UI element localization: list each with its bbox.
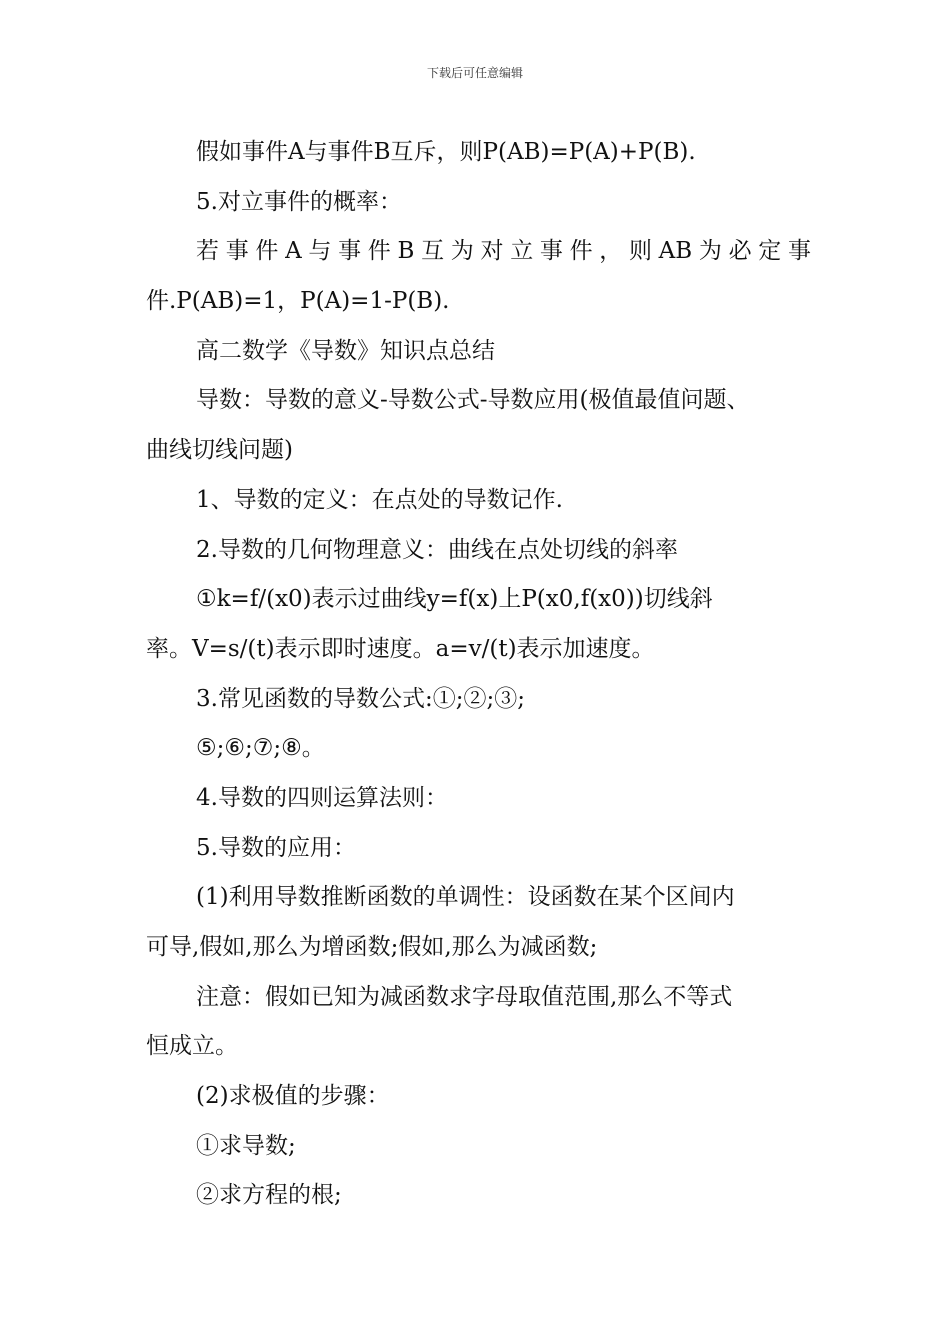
paragraph-line: 导数：导数的意义-导数公式-导数应用(极值最值问题、 bbox=[196, 387, 750, 414]
paragraph-line: 3.常见函数的导数公式:①;②;③; bbox=[196, 685, 525, 712]
section-heading: 5.导数的应用： bbox=[196, 834, 356, 861]
page-header: 下载后可任意编辑 bbox=[426, 66, 523, 80]
paragraph-line: 2.导数的几何物理意义：曲线在点处切线的斜率 bbox=[196, 536, 678, 563]
section-heading: 5.对立事件的概率： bbox=[196, 188, 402, 215]
document-body bbox=[146, 128, 811, 1221]
paragraph-line: 假如事件A与事件B互斥，则P(AB)=P(A)+P(B). bbox=[196, 139, 696, 165]
paragraph-line: ①k=f/(x0)表示过曲线y=f(x)上P(x0,f(x0))切线斜 bbox=[196, 586, 713, 613]
paragraph-line: 若事件A与事件B互为对立事件，则AB为必定事 bbox=[196, 238, 811, 265]
paragraph-line: 1、导数的定义：在点处的导数记作. bbox=[196, 486, 563, 513]
paragraph-line: (2)求极值的步骤： bbox=[196, 1083, 390, 1110]
section-heading: 4.导数的四则运算法则： bbox=[196, 784, 448, 811]
list-item: ①求导数; bbox=[196, 1132, 296, 1159]
paragraph-line: (1)利用导数推断函数的单调性：设函数在某个区间内 bbox=[196, 884, 735, 911]
paragraph-line: 可导,假如,那么为增函数;假如,那么为减函数; bbox=[146, 934, 598, 960]
paragraph-line: 率。V=s/(t)表示即时速度。a=v/(t)表示加速度。 bbox=[146, 635, 655, 662]
paragraph-line: ⑤;⑥;⑦;⑧。 bbox=[196, 735, 325, 762]
paragraph-line: 恒成立。 bbox=[146, 1033, 238, 1060]
paragraph-line: 曲线切线问题) bbox=[146, 437, 293, 464]
paragraph-line: 件.P(AB)=1，P(A)=1-P(B). bbox=[146, 288, 450, 315]
list-item: ②求方程的根; bbox=[196, 1182, 342, 1209]
document-title: 高二数学《导数》知识点总结 bbox=[196, 337, 495, 364]
paragraph-line: 注意：假如已知为减函数求字母取值范围,那么不等式 bbox=[196, 983, 733, 1010]
